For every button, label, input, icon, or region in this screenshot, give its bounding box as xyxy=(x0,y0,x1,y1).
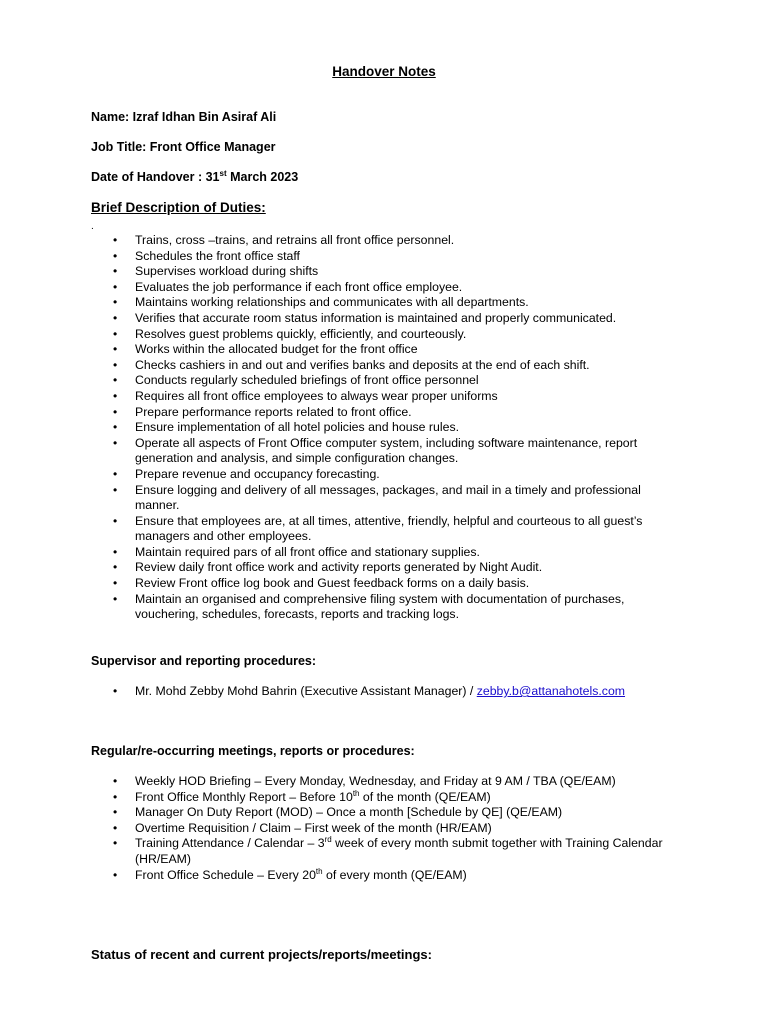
job-title-field: Job Title: Front Office Manager xyxy=(91,140,276,154)
supervisor-text: Mr. Mohd Zebby Mohd Bahrin (Executive Assistant Manager) / xyxy=(135,684,477,698)
duty-item: • Maintain required pars of all front office and stationary supplies. xyxy=(113,545,683,561)
status-heading: Status of recent and current projects/reports/meetings: xyxy=(91,947,432,962)
duty-item: • Evaluates the job performance if each front office employee. xyxy=(113,280,683,296)
document-title: Handover Notes xyxy=(332,64,436,79)
duty-item: • Supervises workload during shifts xyxy=(113,264,683,280)
duties-list xyxy=(113,233,683,623)
duty-item: • Maintain an organised and comprehensive filing system with documentation of purchases, vouchering, schedules, forecasts, reports and tracking logs. xyxy=(113,592,683,623)
duty-item: • Ensure that employees are, at all times, attentive, friendly, helpful and courteous to all guest’s managers and other employees. xyxy=(113,514,683,545)
date-superscript: st xyxy=(219,168,227,178)
supervisor-list xyxy=(113,684,683,700)
meeting-item xyxy=(113,805,683,821)
meeting-item xyxy=(113,774,683,790)
duties-heading: Brief Description of Duties: xyxy=(91,200,266,215)
duty-item: • Requires all front office employees to always wear proper uniforms xyxy=(113,389,683,405)
meeting-text-continued: of every month (QE/EAM) xyxy=(322,867,467,882)
date-field xyxy=(91,170,298,184)
meeting-item xyxy=(113,790,683,806)
duty-item: • Review Front office log book and Guest feedback forms on a daily basis. xyxy=(113,576,683,592)
meeting-text: Training Attendance / Calendar – 3 xyxy=(135,836,325,851)
date-prefix: Date of Handover : 31 xyxy=(91,170,220,184)
duty-item: • Ensure logging and delivery of all messages, packages, and mail in a timely and professional manner. xyxy=(113,483,683,514)
duty-item: • Conducts regularly scheduled briefings of front office personnel xyxy=(113,373,683,389)
duty-item: • Prepare performance reports related to front office. xyxy=(113,405,683,421)
meetings-heading: Regular/re-occurring meetings, reports or procedures: xyxy=(91,744,415,758)
meeting-superscript: th xyxy=(352,788,360,798)
meeting-text-continued: week of every month submit together with Training Calendar (HR/EAM) xyxy=(135,836,663,866)
meeting-item xyxy=(113,836,683,867)
duty-item: • Trains, cross –trains, and retrains all front office personnel. xyxy=(113,233,683,249)
meeting-superscript: th xyxy=(315,866,323,876)
duty-item: • Maintains working relationships and communicates with all departments. xyxy=(113,295,683,311)
duty-item: • Resolves guest problems quickly, efficiently, and courteously. xyxy=(113,327,683,343)
meeting-item xyxy=(113,868,683,884)
meeting-text-continued: of the month (QE/EAM) xyxy=(359,789,491,804)
meeting-text: Weekly HOD Briefing – Every Monday, Wednesday, and Friday at 9 AM / TBA (QE/EAM) xyxy=(135,774,616,788)
duty-item: • Ensure implementation of all hotel policies and house rules. xyxy=(113,420,683,436)
meeting-superscript: rd xyxy=(324,835,332,845)
meeting-item xyxy=(113,821,683,837)
duty-item: • Checks cashiers in and out and verifies banks and deposits at the end of each shift. xyxy=(113,358,683,374)
meeting-text: Manager On Duty Report (MOD) – Once a month [Schedule by QE] (QE/EAM) xyxy=(135,805,563,820)
stray-dot: . xyxy=(91,221,94,232)
duty-item: • Operate all aspects of Front Office computer system, including software maintenance, report generation and analysis, and simple configuration changes. xyxy=(113,436,683,467)
supervisor-heading: Supervisor and reporting procedures: xyxy=(91,654,317,668)
duty-item: • Review daily front office work and activity reports generated by Night Audit. xyxy=(113,560,683,576)
duty-item: • Schedules the front office staff xyxy=(113,249,683,265)
duty-item: • Verifies that accurate room status information is maintained and properly communicated. xyxy=(113,311,683,327)
meeting-text: Front Office Monthly Report – Before 10 xyxy=(135,789,353,804)
meetings-list xyxy=(113,774,683,883)
duty-item: • Prepare revenue and occupancy forecasting. xyxy=(113,467,683,483)
date-suffix: March 2023 xyxy=(226,170,299,184)
duty-item: • Works within the allocated budget for the front office xyxy=(113,342,683,358)
name-field: Name: Izraf Idhan Bin Asiraf Ali xyxy=(91,110,277,124)
meeting-text: Front Office Schedule – Every 20 xyxy=(135,867,316,882)
supervisor-email-link[interactable]: zebby.b@attanahotels.com xyxy=(476,684,626,698)
meeting-text: Overtime Requisition / Claim – First week of the month (HR/EAM) xyxy=(135,820,492,835)
list-item xyxy=(113,684,683,700)
